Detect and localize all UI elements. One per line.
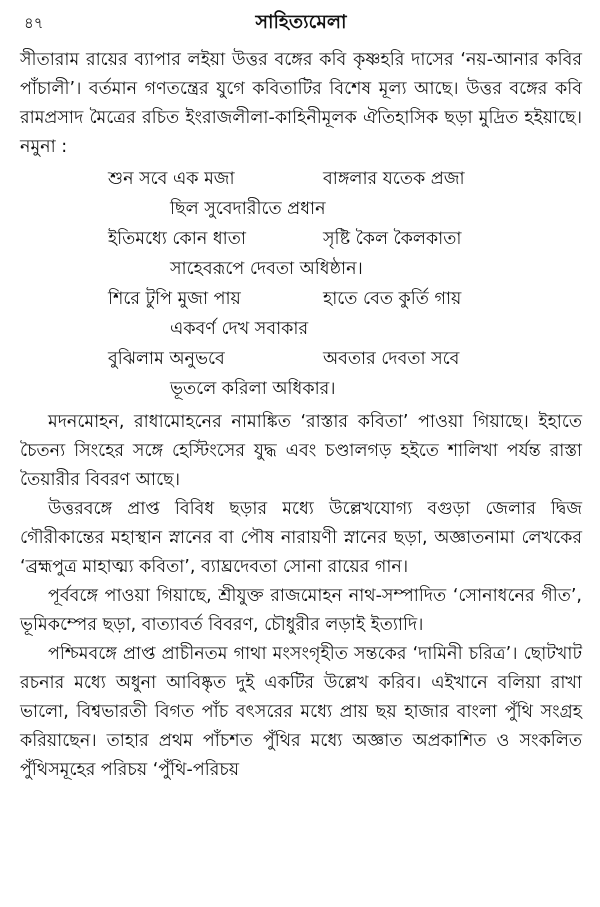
verse-refrain: ভূতলে করিলা অধিকার। xyxy=(170,379,336,399)
verse-refrain: সাহেবরূপে দেবতা অধিষ্ঠান। xyxy=(170,259,363,279)
verse-line xyxy=(20,344,582,374)
verse-left: ইতিমধ্যে কোন ধাতা xyxy=(108,229,246,249)
verse-line xyxy=(20,284,582,314)
running-title: সাহিত্যমেলা xyxy=(255,11,347,33)
paragraph-paschimbanga: পশ্চিমবঙ্গে প্রাপ্ত প্রাচীনতম গাথা মংসংগৃহীত সন্তকের ‘দামিনী চরিত্র’। ছোটখাট রচনার মধ্যে অধুনা আবিষ্কৃত দুই একটির উল্লেখ করিব। এইখানে বলিয়া রাখা ভালো, বিশ্বভারতী বিগত পাঁচ বৎসরের মধ্যে প্রায় ছয় হাজার বাংলা পুঁথি সংগ্রহ করিয়াছেন। তাহার প্রথম পাঁচশত পুঁথির মধ্যে অজ্ঞাত অপ্রকাশিত ও সংকলিত পুঁথিসমূহের পরিচয় ‘পুঁথি-পরিচয় xyxy=(20,644,582,780)
page-number: ৪৭ xyxy=(24,14,44,32)
paragraph-uttarbanga: উত্তরবঙ্গে প্রাপ্ত বিবিধ ছড়ার মধ্যে উল্লেখযোগ্য বগুড়া জেলার দ্বিজ গৌরীকান্তের মহাস্থান স্নানের বা পৌষ নারায়ণী স্নানের ছড়া, অজ্ঞাতনামা লেখকের ‘ব্রহ্মপুত্র মাহাত্ম্য কবিতা’, ব্যাঘ্রদেবতা সোনা রায়ের গান। xyxy=(20,499,582,577)
verse-left: শুন সবে এক মজা xyxy=(108,169,235,189)
verse-left: শিরে টুপি মুজা পায় xyxy=(108,289,241,309)
verse-refrain: ছিল সুবেদারীতে প্রধান xyxy=(170,199,326,219)
verse-line xyxy=(20,164,582,194)
verse-left: বুঝিলাম অনুভবে xyxy=(108,349,225,369)
paragraph-rastar-kobita: মদনমোহন, রাধামোহনের নামাঙ্কিত ‘রাস্তার কবিতা’ পাওয়া গিয়াছে। ইহাতে চৈতন্য সিংহের সঙ্গে হেস্টিংসের যুদ্ধ এবং চণ্ডালগড় হইতে শালিখা পর্যন্ত রাস্তা তৈয়ারীর বিবরণ আছে। xyxy=(20,412,582,490)
running-header xyxy=(20,6,582,46)
paragraph-intro: সীতারাম রায়ের ব্যাপার লইয়া উত্তর বঙ্গের কবি কৃষ্ণহরি দাসের ‘নয়-আনার কবির পাঁচালী’। বর্তমান গণতন্ত্রের যুগে কবিতাটির বিশেষ মূল্য আছে। উত্তর বঙ্গের কবি রামপ্রসাদ মৈত্রের রচিত ইংরাজলীলা-কাহিনীমূলক ঐতিহাসিক ছড়া মুদ্রিত হইয়াছে। নমুনা : xyxy=(20,50,582,157)
verse-block xyxy=(20,164,582,404)
verse-right: অবতার দেবতা সবে xyxy=(323,349,460,369)
verse-right: সৃষ্টি কৈল কৈলকাতা xyxy=(323,229,462,249)
paragraph-purbabanga: পূর্ববঙ্গে পাওয়া গিয়াছে, শ্রীযুক্ত রাজমোহন নাথ-সম্পাদিত ‘সোনাধনের গীত’, ভূমিকম্পের ছড়া, বাত্যাবর্ত বিবরণ, চৌধুরীর লড়াই ইত্যাদি। xyxy=(20,586,582,635)
verse-line xyxy=(20,224,582,254)
verse-right: হাতে বেত কুর্তি গায় xyxy=(323,289,462,309)
verse-refrain: একবর্ণ দেখ সবাকার xyxy=(170,319,309,339)
verse-right: বাঙ্গলার যতেক প্রজা xyxy=(323,169,465,189)
